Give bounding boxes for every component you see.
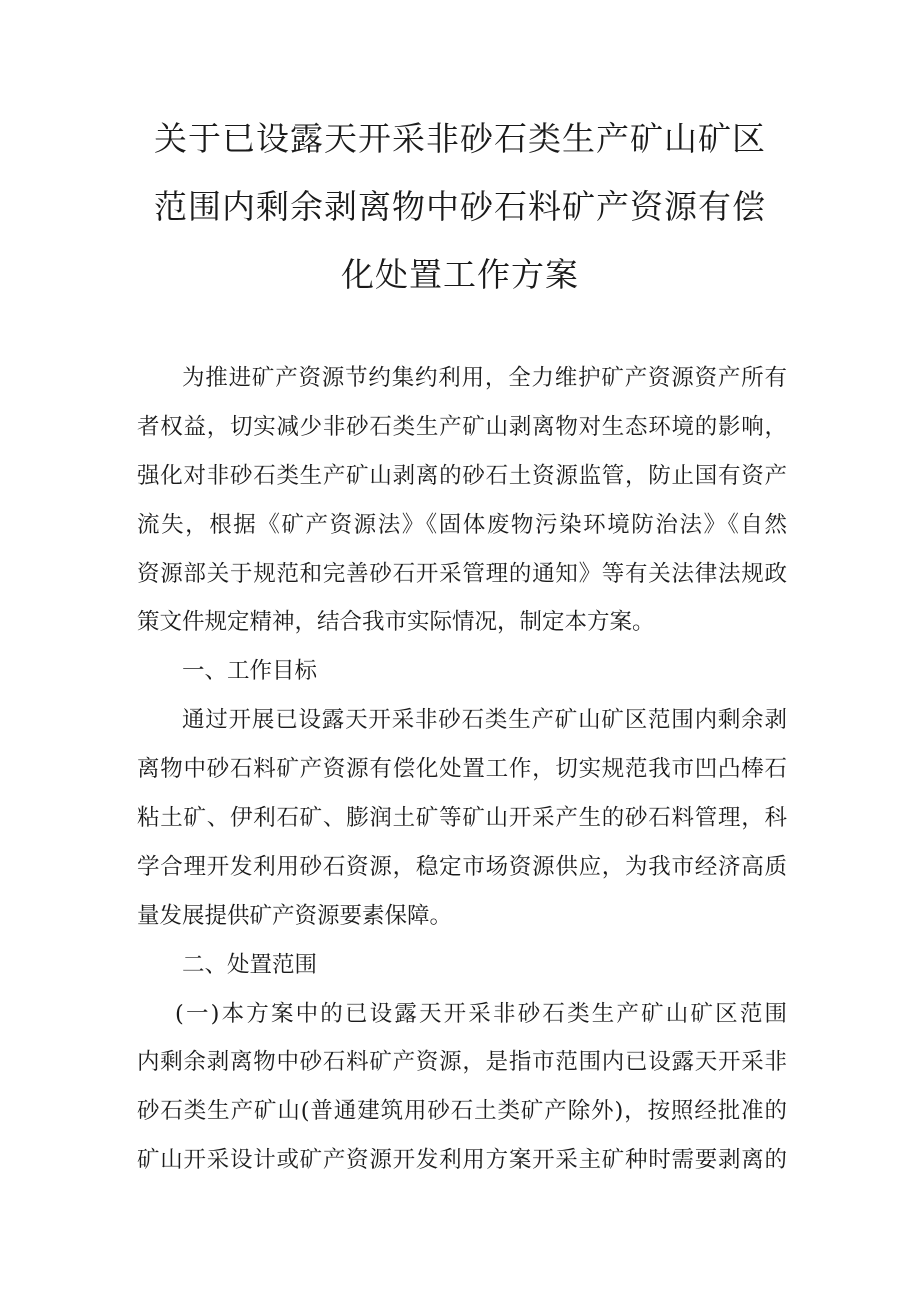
paragraph-scope-line: 矿山开采设计或矿产资源开发利用方案开采主矿种时需要剥离的: [137, 1147, 787, 1174]
title-line: 关于已设露天开采非砂石类生产矿山矿区: [154, 119, 766, 158]
paragraph-scope-line: 砂石类生产矿山(普通建筑用砂石土类矿产除外)，按照经批准的: [137, 1098, 787, 1125]
paragraph-scope-line: 内剩余剥离物中砂石料矿产资源，是指市范围内已设露天开采非: [137, 1049, 787, 1076]
paragraph-intro-line: 策文件规定精神，结合我市实际情况，制定本方案。: [137, 609, 655, 636]
paragraph-goal-line: 粘土矿、伊利石矿、膨润土矿等矿山开采产生的砂石料管理，科: [137, 805, 787, 832]
paragraph-intro-line: 者权益，切实减少非砂石类生产矿山剥离物对生态环境的影响，: [137, 413, 787, 440]
section-heading-scope: 二、处置范围: [182, 951, 318, 978]
paragraph-scope-line: (一)本方案中的已设露天开采非砂石类生产矿山矿区范围: [175, 1000, 787, 1027]
paragraph-intro-line: 资源部关于规范和完善砂石开采管理的通知》等有关法律法规政: [137, 560, 787, 587]
paragraph-intro-line: 流失，根据《矿产资源法》《固体废物污染环境防治法》《自然: [137, 511, 787, 538]
paragraph-goal-line: 量发展提供矿产资源要素保障。: [137, 902, 453, 929]
title-line: 化处置工作方案: [341, 255, 579, 294]
paragraph-intro-line: 为推进矿产资源节约集约利用，全力维护矿产资源资产所有: [182, 365, 787, 391]
paragraph-goal-line: 学合理开发利用砂石资源，稳定市场资源供应，为我市经济高质: [137, 853, 787, 880]
paragraph-goal-line: 离物中砂石料矿产资源有偿化处置工作，切实规范我市凹凸棒石: [137, 756, 787, 783]
paragraph-goal-line: 通过开展已设露天开采非砂石类生产矿山矿区范围内剩余剥: [182, 707, 787, 734]
section-heading-goal: 一、工作目标: [182, 658, 318, 685]
document-body: [137, 354, 787, 1185]
document-title: [136, 105, 784, 309]
title-line: 范围内剩余剥离物中砂石料矿产资源有偿: [154, 187, 766, 226]
paragraph-intro-line: 强化对非砂石类生产矿山剥离的砂石土资源监管，防止国有资产: [137, 462, 787, 489]
